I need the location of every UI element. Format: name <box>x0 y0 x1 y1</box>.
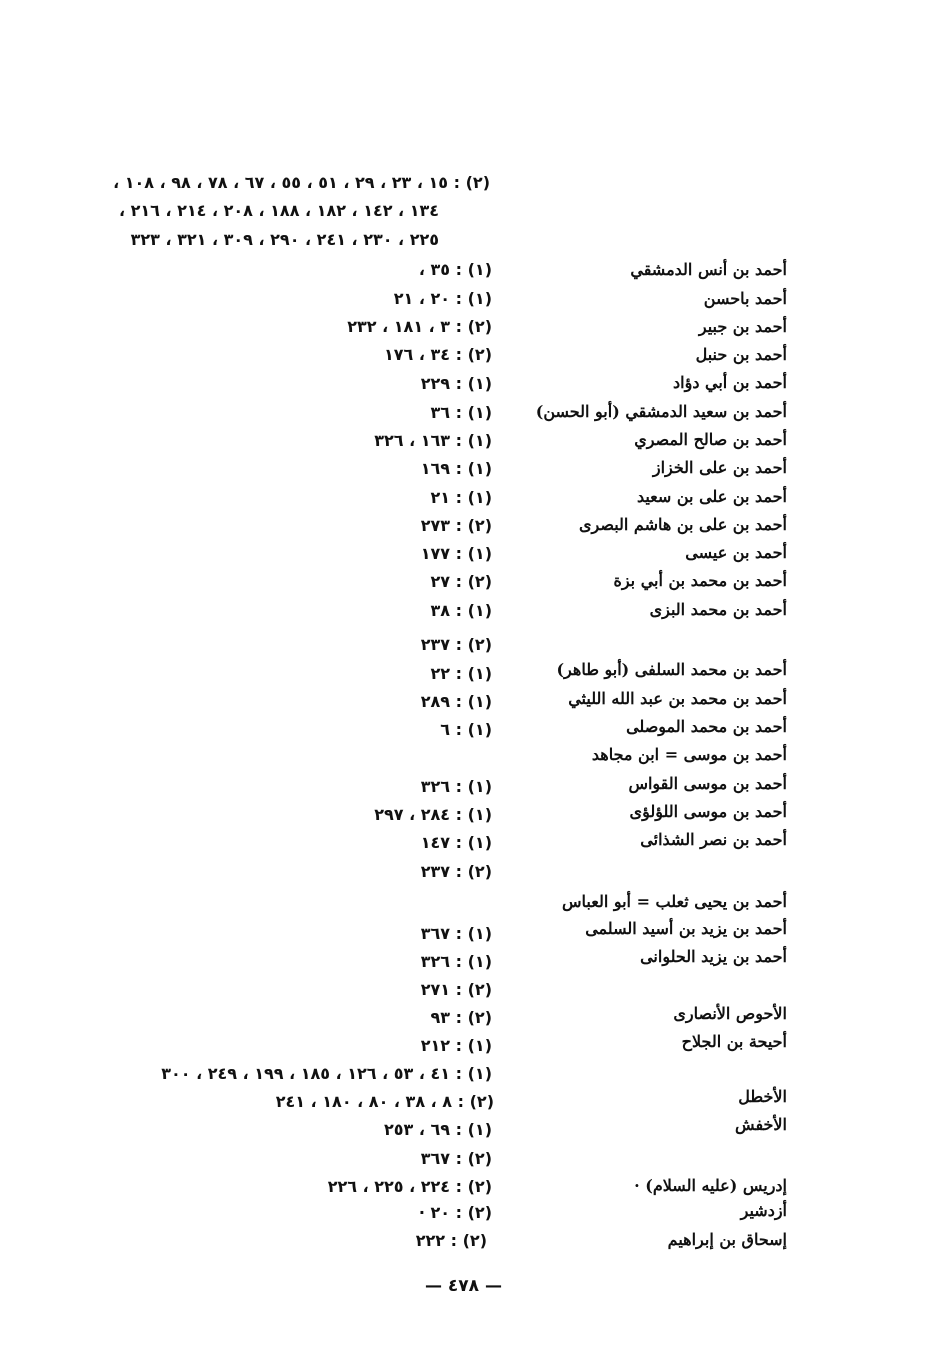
index-entry-refs: (٢) : ٢٢٢ <box>415 1231 487 1250</box>
index-entry-name: أحمد بن على الخزاز <box>652 458 787 477</box>
index-entry-name: الأحوص الأنصارى <box>673 1004 787 1023</box>
index-entry-refs: (١) : ٢٢٩ <box>420 374 492 393</box>
index-entry-refs: (١) : ١٦٩ <box>420 459 492 478</box>
index-entry-refs: (١) : ٣٦ <box>430 403 492 422</box>
index-entry-refs: (٢) : ٣٦٧ <box>420 1149 492 1168</box>
index-entry-name: أحمد بن عيسى <box>685 543 787 562</box>
index-entry-refs: (١) : ١٧٧ <box>420 544 492 563</box>
index-entry-name: أحمد بن يحيى ثعلب = أبو العباس <box>561 892 787 911</box>
index-entry-name: إدريس (عليه السلام) · <box>634 1176 787 1195</box>
index-entry-refs: (١) : ٢١ <box>430 488 492 507</box>
index-entry-refs: (٢) : ٢٧٣ <box>420 516 492 535</box>
index-entry-name: أحمد بن سعيد الدمشقي (أبو الحسن) <box>535 402 787 421</box>
index-entry-refs: (١) : ٦ <box>440 720 492 739</box>
index-entry-refs: (١) : ٢٠ ، ٢١ <box>393 289 492 308</box>
index-entry-name: أحمد بن على بن هاشم البصرى <box>578 515 787 534</box>
index-entry-refs: (١) : ٣٦٧ <box>420 924 492 943</box>
index-entry-name: الأخفش <box>735 1115 787 1134</box>
index-entry-name: أحمد بن حنبل <box>695 345 787 364</box>
index-entry-name: أحمد بن موسى اللؤلؤى <box>629 802 787 821</box>
index-entry-refs: (١) : ٣٢٦ <box>420 952 492 971</box>
index-entry-name: أحمد باحسن <box>703 289 787 308</box>
index-entry-refs: (٢) : ٢٣٧ <box>420 635 492 654</box>
index-entry-name: أحمد بن على بن سعيد <box>636 487 787 506</box>
page-number: — ٤٧٨ — <box>425 1276 502 1296</box>
index-entry-name: أحمد بن نصر الشذائى <box>640 830 787 849</box>
index-entry-refs: (٢) : ٣ ، ١٨١ ، ٢٣٢ <box>347 317 492 336</box>
continuation-line: ١٣٤ ، ١٤٢ ، ١٨٢ ، ١٨٨ ، ٢٠٨ ، ٢١٤ ، ٢١٦ ، <box>118 201 439 220</box>
index-entry-refs: (١) : ٢٨٤ ، ٢٩٧ <box>374 805 492 824</box>
index-entry-refs: (١) : ٢١٢ <box>420 1036 492 1055</box>
index-entry-refs: (١) : ٣٨ <box>430 601 492 620</box>
index-entry-refs: (٢) : ٢٣٧ <box>420 862 492 881</box>
index-entry-name: أحمد بن يزيد بن أسيد السلمى <box>585 919 787 938</box>
index-entry-name: أحمد بن موسى القواس <box>628 774 787 793</box>
index-entry-refs: (٢) : ٢٠ · <box>418 1203 492 1222</box>
index-entry-name: أحمد بن محمد البزى <box>649 600 787 619</box>
index-entry-refs: (١) : ٢٢ <box>430 664 492 683</box>
index-entry-name: أحمد بن محمد السلفى (أبو طاهر) <box>556 660 787 679</box>
index-entry-name: أحمد بن محمد بن أبي بزة <box>613 571 787 590</box>
index-entry-refs: (١) : ٣٢٦ <box>420 777 492 796</box>
index-entry-refs: (٢) : ٨ ، ٣٨ ، ٨٠ ، ١٨٠ ، ٢٤١ <box>275 1092 494 1111</box>
index-entry-name: الأخطل <box>738 1087 787 1106</box>
continuation-line: ٢٢٥ ، ٢٣٠ ، ٢٤١ ، ٢٩٠ ، ٣٠٩ ، ٣٢١ ، ٣٢٣ <box>130 230 439 249</box>
index-entry-refs: (١) : ١٦٣ ، ٣٢٦ <box>374 431 492 450</box>
index-entry-name: أحمد بن أبي دؤاد <box>673 373 787 392</box>
index-entry-refs: (٢) : ٢٢٤ ، ٢٢٥ ، ٢٢٦ <box>327 1177 492 1196</box>
index-entry-name: أحيحة بن الجلاح <box>681 1032 787 1051</box>
index-entry-refs: (١) : ٢٨٩ <box>420 692 492 711</box>
index-entry-name: أحمد بن صالح المصري <box>634 430 787 449</box>
index-entry-name: أحمد بن جبير <box>698 317 787 336</box>
index-entry-name: أزدشير <box>740 1201 787 1220</box>
index-entry-name: أحمد بن موسى = ابن مجاهد <box>591 745 787 764</box>
index-entry-refs: (٢) : ٢٧ <box>430 572 492 591</box>
index-entry-refs: (٢) : ٣٤ ، ١٧٦ <box>384 345 492 364</box>
index-entry-name: أحمد بن محمد الموصلى <box>626 717 787 736</box>
index-entry-refs: (١) : ١٤٧ <box>420 833 492 852</box>
index-entry-name: أحمد بن أنس الدمشقي <box>630 260 787 279</box>
index-entry-refs: (٢) : ٩٣ <box>430 1008 492 1027</box>
continuation-line: (٢) : ١٥ ، ٢٣ ، ٢٩ ، ٥١ ، ٥٥ ، ٦٧ ، ٧٨ ، ٩٨ ، ١٠٨ ، <box>113 173 490 192</box>
index-entry-refs: (١) : ٤١ ، ٥٣ ، ١٢٦ ، ١٨٥ ، ١٩٩ ، ٢٤٩ ، ٣٠٠ <box>161 1064 492 1083</box>
index-entry-refs: (١) : ٣٥ ، <box>418 260 492 279</box>
index-entry-name: أحمد بن يزيد الحلوانى <box>640 947 787 966</box>
index-entry-name: أحمد بن محمد بن عبد الله الليثي <box>568 689 787 708</box>
index-entry-name: إسحاق بن إبراهيم <box>667 1230 787 1249</box>
index-entry-refs: (٢) : ٢٧١ <box>420 980 492 999</box>
index-entry-refs: (١) : ٦٩ ، ٢٥٣ <box>384 1120 492 1139</box>
